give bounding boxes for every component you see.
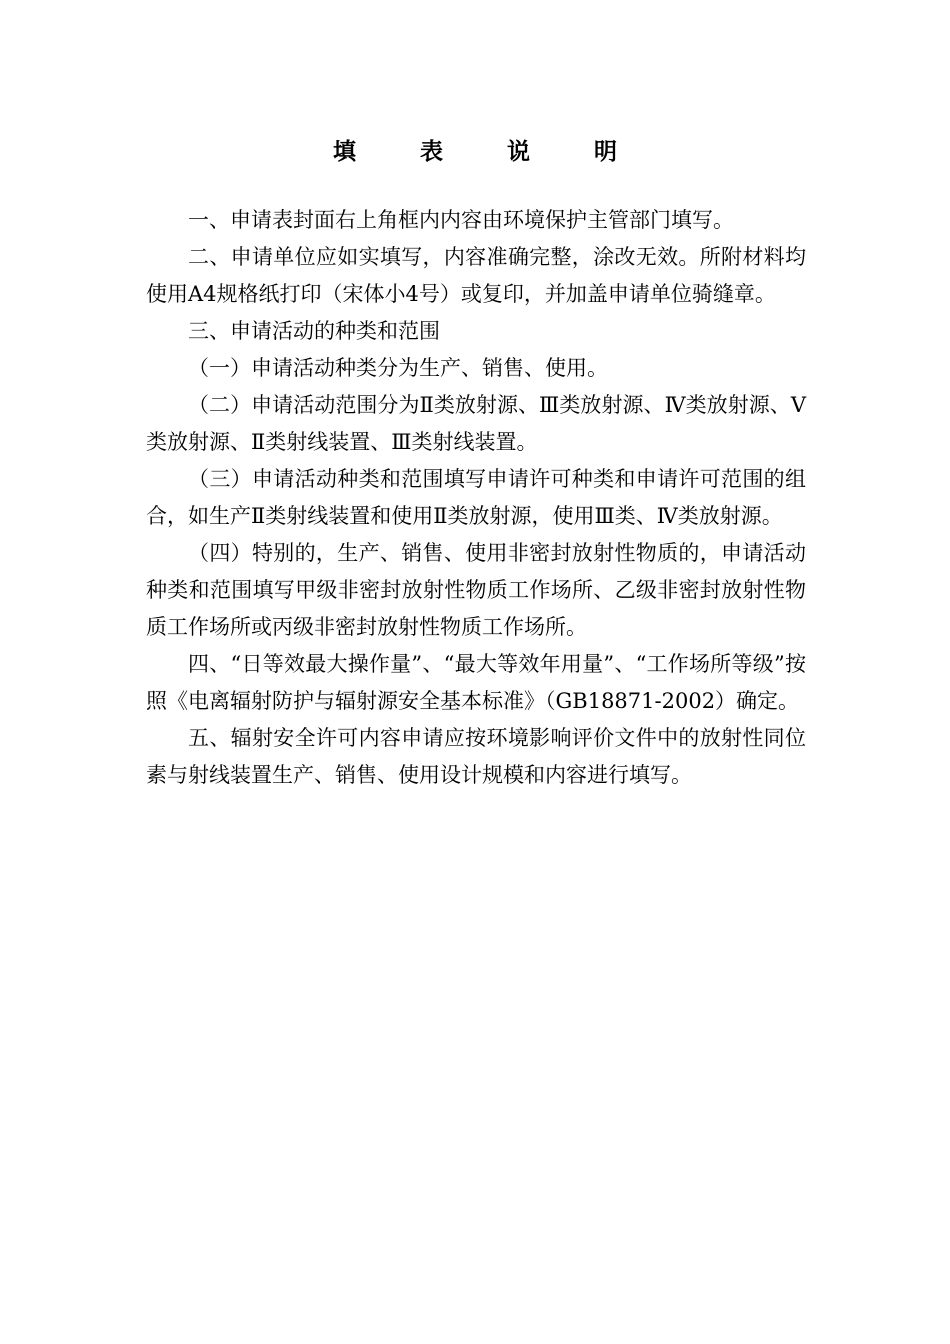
paragraph-4: （一）申请活动种类分为生产、销售、使用。 [188,356,608,380]
paragraph-9: 五、辐射安全许可内容申请应按环境影响评价文件中的放射性同位素与射线装置生产、销售、使用设计规模和内容进行填写。 [146,726,806,787]
paragraph-7: （四）特别的，生产、销售、使用非密封放射性物质的，申请活动种类和范围填写甲级非密封放射性物质工作场所、乙级非密封放射性物质工作场所或丙级非密封放射性物质工作场所。 [146,541,806,639]
paragraph-5: （二）申请活动范围分为Ⅱ类放射源、Ⅲ类放射源、Ⅳ类放射源、Ⅴ类放射源、Ⅱ类射线装置、Ⅲ类射线装置。 [146,393,806,454]
paragraph-3: 三、申请活动的种类和范围 [188,319,440,343]
paragraph-8: 四、“日等效最大操作量”、“最大等效年用量”、“工作场所等级”按照《电离辐射防护与辐射源安全基本标准》（GB18871-2002）确定。 [146,652,806,713]
paragraph-6: （三）申请活动种类和范围填写申请许可种类和申请许可范围的组合，如生产Ⅱ类射线装置和使用Ⅱ类放射源，使用Ⅲ类、Ⅳ类放射源。 [146,467,806,528]
paragraph-2: 二、申请单位应如实填写，内容准确完整，涂改无效。所附材料均使用A4规格纸打印（宋体小4号）或复印，并加盖申请单位骑缝章。 [146,245,806,306]
paragraph-1: 一、申请表封面右上角框内内容由环境保护主管部门填写。 [188,208,734,232]
document-body [146,202,806,794]
document-title: 填 表 说 明 [332,138,646,165]
